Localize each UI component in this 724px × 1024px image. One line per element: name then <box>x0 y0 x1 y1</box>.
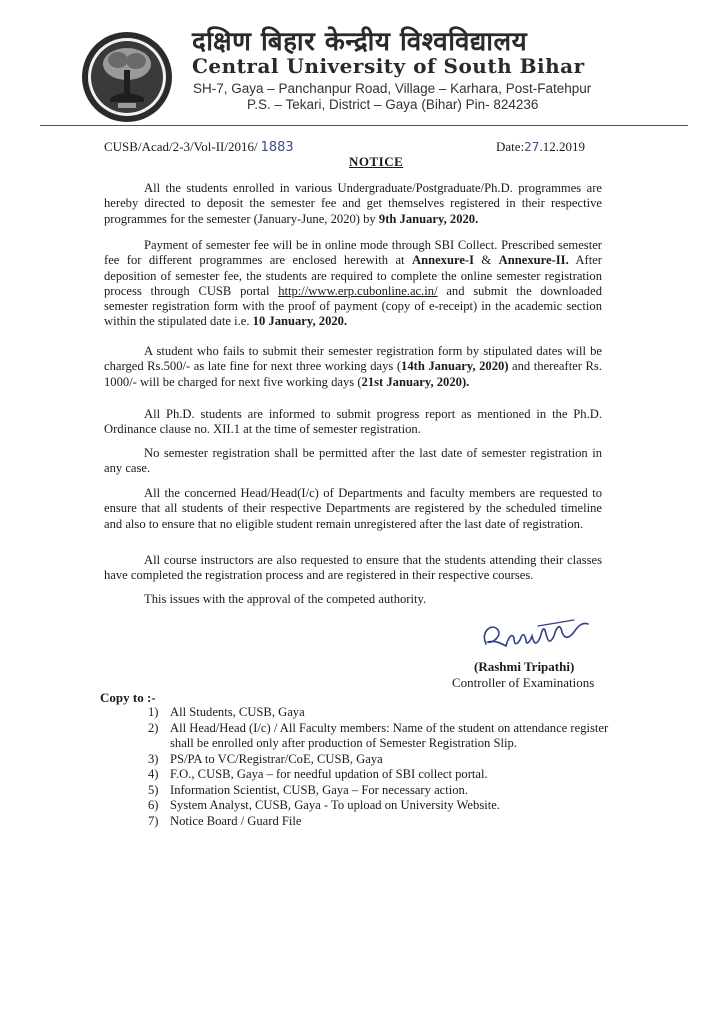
reference-prefix: CUSB/Acad/2-3/Vol-II/2016/ <box>104 139 258 154</box>
list-item <box>148 721 618 752</box>
paragraph-course-instructors: All course instructors are also requested to ensure that the students attending their classes have completed the registration process and are registered in their respective courses. <box>104 553 602 583</box>
signatory-name: (Rashmi Tripathi) <box>474 659 575 674</box>
p2-annexure-1: Annexure-I <box>411 253 475 268</box>
p1-deadline: 9th January, 2020. <box>378 211 479 226</box>
list-item <box>148 783 618 799</box>
list-text: All Head/Head (I/c) / All Faculty members: Name of the student on attendance register shall be enrolled only after production of Semester Registration Slip. <box>170 720 609 750</box>
p3-date-1: 14th January, 2020) <box>401 359 509 374</box>
list-number: 5) <box>148 782 159 797</box>
list-item <box>148 798 618 814</box>
university-name-english: Central University of South Bihar <box>192 54 585 78</box>
paragraph-late-fine <box>104 344 602 390</box>
address-line-2: P.S. – Tekari, District – Gaya (Bihar) Pin- 824236 <box>247 97 539 112</box>
list-item <box>148 814 618 830</box>
list-text: Information Scientist, CUSB, Gaya – For necessary action. <box>170 782 468 797</box>
address-line-1: SH-7, Gaya – Panchanpur Road, Village – Karhara, Post-Fatehpur <box>193 81 592 96</box>
list-item <box>148 705 618 721</box>
reference-handwritten-number: 1883 <box>260 140 294 155</box>
copy-to-list <box>148 705 618 829</box>
notice-date <box>496 139 585 155</box>
p3-text-a: A student who fails to submit their semester registration form by stipulated dates will be charged Rs.500/- as late fine for next three working days ( <box>104 344 602 374</box>
p3-date-2: 21st January, 2020). <box>361 374 470 389</box>
p2-text-e: After deposition of semester fee, the students are required to complete the online semester registration process through CUSB portal <box>104 253 603 298</box>
list-text: All Students, CUSB, Gaya <box>170 705 305 719</box>
paragraph-department-heads: All the concerned Head/Head(I/c) of Departments and faculty members are requested to ensure that all students of their respective Departments are registered by the scheduled timeline and also to ensure that no eligible student remain unregistered after the last date of registration. <box>104 486 602 531</box>
list-number: 6) <box>148 798 159 812</box>
list-number: 7) <box>148 813 159 828</box>
list-item <box>148 767 618 783</box>
date-label: Date: <box>496 139 525 154</box>
paragraph-no-late-registration: No semester registration shall be permitted after the last date of semester registration in any case. <box>104 446 602 476</box>
list-text: Notice Board / Guard File <box>170 813 302 828</box>
paragraph-phd-progress: All Ph.D. students are informed to submit progress report as mentioned in the Ph.D. Ordinance clause no. XII.1 at the time of semester registration. <box>104 407 602 437</box>
p2-text-c: & <box>474 253 499 268</box>
list-number: 1) <box>148 705 159 719</box>
p2-annexure-2: Annexure-II. <box>498 253 569 268</box>
notice-title: NOTICE <box>349 154 404 169</box>
portal-link[interactable]: http://www.erp.cubonline.ac.in/ <box>278 283 438 298</box>
p1-text: All the students enrolled in various Undergraduate/Postgraduate/Ph.D. programmes are hereby directed to deposit the semester fee and get themselves registered in their respective programmes for the semester (January-June, 2020) by <box>104 181 602 226</box>
reference-number <box>104 139 294 155</box>
paragraph-payment-mode <box>104 238 602 330</box>
p2-deadline: 10 January, 2020. <box>252 314 348 329</box>
list-text: PS/PA to VC/Registrar/CoE, CUSB, Gaya <box>170 751 383 766</box>
copy-to-label: Copy to :- <box>100 690 156 705</box>
university-name-hindi: दक्षिण बिहार केन्द्रीय विश्वविद्यालय <box>192 27 528 57</box>
paragraph-approval: This issues with the approval of the competed authority. <box>144 592 427 606</box>
list-number: 3) <box>148 751 159 766</box>
date-handwritten-day: 27 <box>524 140 540 154</box>
list-text: F.O., CUSB, Gaya – for needful updation of SBI collect portal. <box>170 767 488 781</box>
p2-text-f: and submit the downloaded semester registration form with the proof of payment (copy of e-receipt) in the academic section within the stipulated date i.e. <box>104 283 602 329</box>
p2-text-a: Payment of semester fee will be in online mode through SBI Collect. Prescribed semester fee for different programmes are enclosed herewith at <box>104 238 602 268</box>
handwritten-signature <box>478 614 598 656</box>
list-text: System Analyst, CUSB, Gaya - To upload on University Website. <box>170 798 500 812</box>
list-item <box>148 752 618 768</box>
university-logo <box>80 30 174 124</box>
signatory-designation: Controller of Examinations <box>452 675 595 690</box>
letterhead-divider <box>40 125 688 126</box>
date-suffix: .12.2019 <box>539 139 585 154</box>
list-number: 4) <box>148 767 159 781</box>
p3-text-c: and thereafter Rs. 1000/- will be charged for next five working days ( <box>104 359 602 389</box>
paragraph-registration-deadline <box>104 181 602 227</box>
list-number: 2) <box>148 720 159 735</box>
